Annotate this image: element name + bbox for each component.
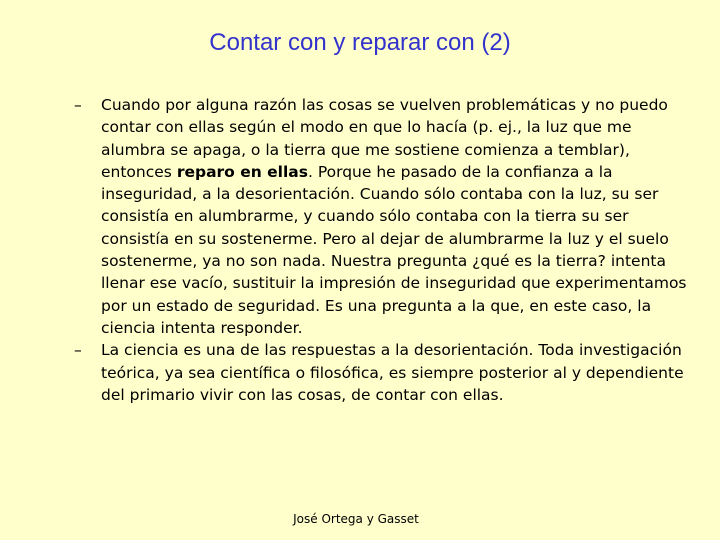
bullet-1-text-after: . Porque he pasado de la confianza a la inseguridad, a la desorientación. Cuando sólo contaba con la luz, su ser consistía en alumbrarme, y cuando sólo contaba con la tierra su ser consistía en su sostenerme. Pero al dejar de alumbrarme la luz y el suelo sostenerme, ya no son nada. Nuestra pregunta ¿qué es la tierra? intenta llenar ese vacío, sustituir la impresión de inseguridad que experimentamos por un estado de seguridad. Es una pregunta a la que, en este caso, la ciencia intenta responder.: [101, 162, 687, 337]
footer-author: José Ortega y Gasset: [293, 512, 419, 526]
bullet-item-2: [74, 339, 694, 406]
bullet-dash: –: [74, 96, 82, 114]
slide-title: Contar con y reparar con (2): [209, 29, 511, 56]
bullet-item-1: [74, 94, 694, 339]
bullet-list: [74, 94, 694, 406]
bullet-1-text-before: Cuando por alguna razón las cosas se vuelven problemáticas y no puedo contar con ellas según el modo en que lo hacía (p. ej., la luz que me alumbra se apaga, o la tierra que me sostiene comienza a temblar), entonces: [101, 96, 668, 181]
bullet-dash: –: [74, 341, 82, 360]
bullet-1-bold-phrase: reparo en ellas: [176, 162, 308, 181]
bullet-2-text: La ciencia es una de las respuestas a la desorientación. Toda investigación teórica, ya sea científica o filosófica, es siempre posterior al y dependiente del primario vivir con las cosas, de contar con ellas.: [101, 341, 684, 404]
